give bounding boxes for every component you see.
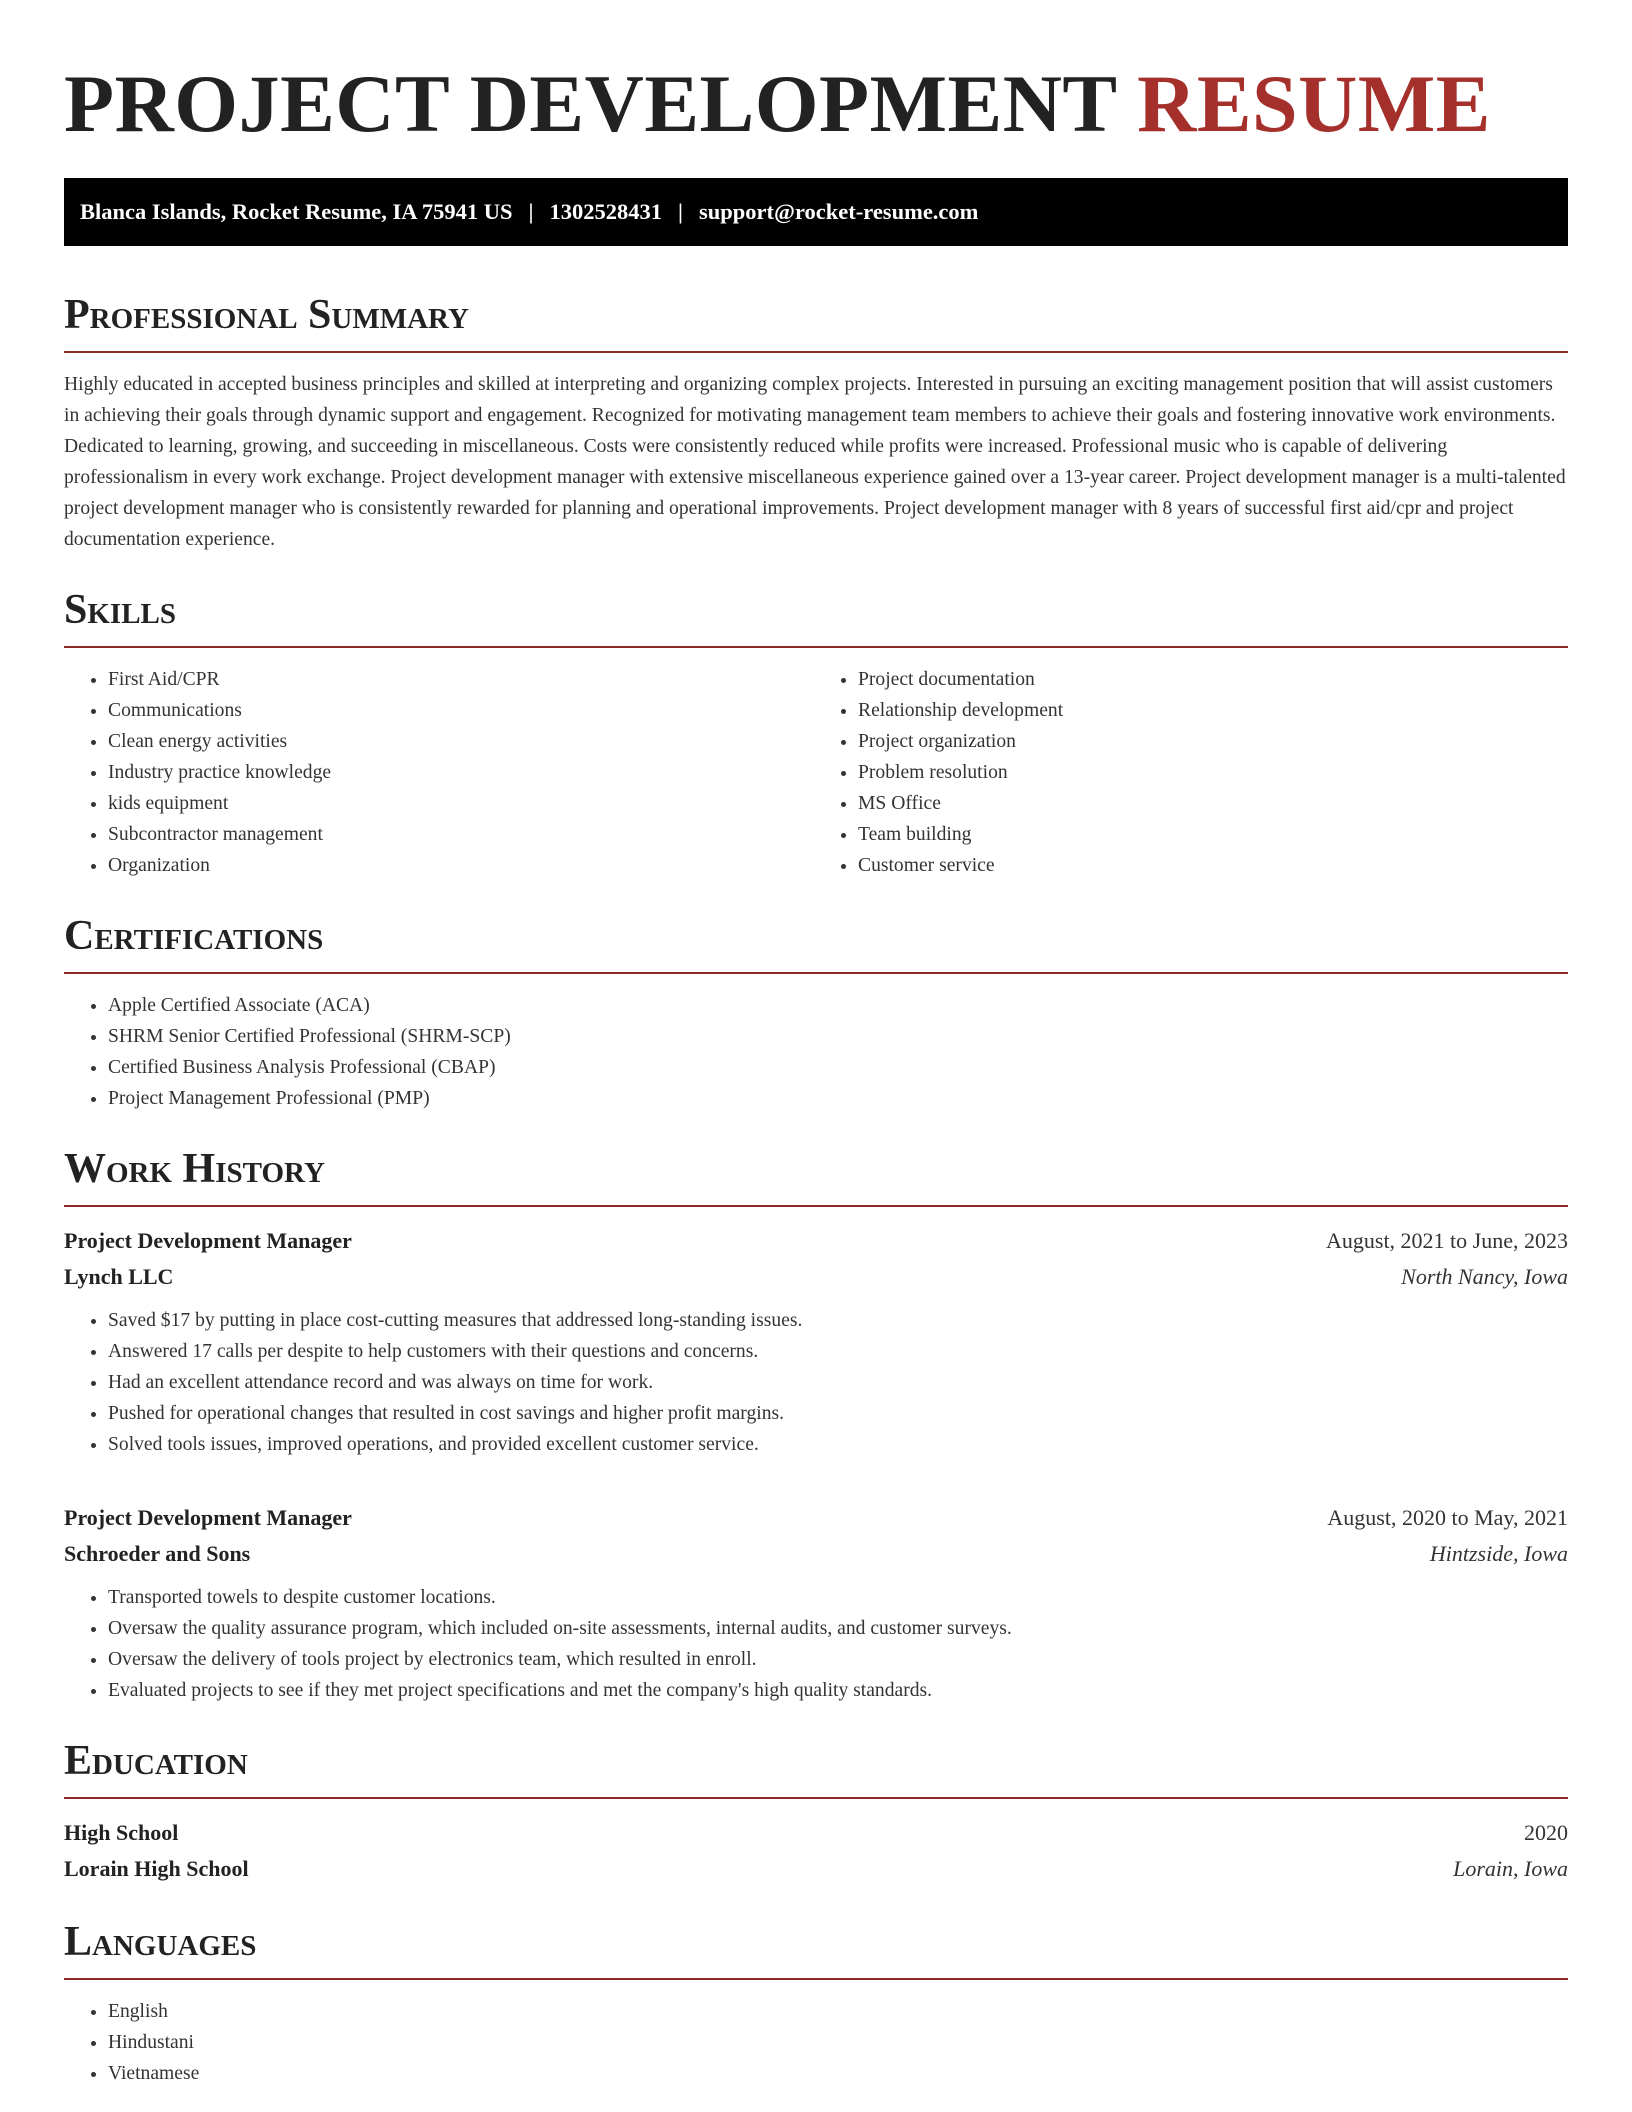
certification-item: • Project Management Professional (PMP)	[108, 1083, 1568, 1114]
job-bullet: • Saved $17 by putting in place cost-cutting measures that addressed long-standing issues.	[108, 1305, 1568, 1336]
certification-item: • SHRM Senior Certified Professional (SHRM-SCP)	[108, 1021, 1568, 1052]
summary-section	[64, 290, 1568, 555]
title-main: PROJECT DEVELOPMENT	[64, 58, 1117, 149]
job-header-row	[64, 1223, 1568, 1259]
title-accent: RESUME	[1137, 58, 1491, 149]
skills-grid	[64, 664, 1568, 881]
job-bullets	[64, 1305, 1568, 1460]
job-entry	[64, 1500, 1568, 1706]
skill-item: • Relationship development	[858, 695, 1568, 726]
resume-title	[64, 54, 1568, 154]
language-item: • Hindustani	[108, 2027, 1568, 2058]
job-bullet: • Answered 17 calls per despite to help customers with their questions and concerns.	[108, 1336, 1568, 1367]
contact-bar	[64, 178, 1568, 246]
language-item: • English	[108, 1996, 1568, 2027]
education-school-row	[64, 1851, 1568, 1887]
contact-separator: |	[678, 199, 683, 224]
education-entry	[64, 1815, 1568, 1887]
skill-item: • Communications	[108, 695, 816, 726]
certifications-list	[64, 990, 1568, 1114]
education-location: Lorain, Iowa	[1453, 1856, 1568, 1881]
skill-item: • MS Office	[858, 788, 1568, 819]
skill-item: • kids equipment	[108, 788, 816, 819]
job-company: Schroeder and Sons	[64, 1541, 251, 1566]
job-bullet: • Evaluated projects to see if they met project specifications and met the company's high quality standards.	[108, 1675, 1568, 1706]
education-year: 2020	[1524, 1820, 1568, 1845]
skills-heading: Skills	[64, 585, 1568, 648]
contact-address: Blanca Islands, Rocket Resume, IA 75941 US	[80, 199, 513, 224]
job-bullet: • Had an excellent attendance record and was always on time for work.	[108, 1367, 1568, 1398]
skills-list-right	[816, 664, 1568, 881]
job-company-row	[64, 1536, 1568, 1572]
skill-item: • Project documentation	[858, 664, 1568, 695]
job-title: Project Development Manager	[64, 1228, 352, 1253]
languages-heading: Languages	[64, 1917, 1568, 1980]
job-dates: August, 2020 to May, 2021	[1327, 1505, 1568, 1530]
skill-item: • Problem resolution	[858, 757, 1568, 788]
job-company: Lynch LLC	[64, 1264, 174, 1289]
certification-item: • Apple Certified Associate (ACA)	[108, 990, 1568, 1021]
skill-item: • Project organization	[858, 726, 1568, 757]
job-bullet: • Solved tools issues, improved operations, and provided excellent customer service.	[108, 1429, 1568, 1460]
certification-item: • Certified Business Analysis Professional (CBAP)	[108, 1052, 1568, 1083]
education-section	[64, 1736, 1568, 1887]
job-bullets	[64, 1582, 1568, 1706]
language-item: • Vietnamese	[108, 2058, 1568, 2089]
contact-email: support@rocket-resume.com	[698, 199, 979, 224]
job-bullet: • Oversaw the quality assurance program, which included on-site assessments, internal audits, and customer surveys.	[108, 1613, 1568, 1644]
skill-item: • First Aid/CPR	[108, 664, 816, 695]
education-heading: Education	[64, 1736, 1568, 1799]
skill-item: • Subcontractor management	[108, 819, 816, 850]
job-location: North Nancy, Iowa	[1401, 1264, 1568, 1289]
education-header-row	[64, 1815, 1568, 1851]
skill-item: • Team building	[858, 819, 1568, 850]
languages-section	[64, 1917, 1568, 2089]
skills-list-left	[64, 664, 816, 881]
certifications-section	[64, 911, 1568, 1114]
job-bullet: • Pushed for operational changes that resulted in cost savings and higher profit margins.	[108, 1398, 1568, 1429]
skill-item: • Organization	[108, 850, 816, 881]
job-title: Project Development Manager	[64, 1505, 352, 1530]
contact-separator: |	[528, 199, 534, 224]
job-location: Hintzside, Iowa	[1429, 1541, 1568, 1566]
summary-heading: Professional Summary	[64, 290, 1568, 353]
job-bullet: • Oversaw the delivery of tools project by electronics team, which resulted in enroll.	[108, 1644, 1568, 1675]
skill-item: • Clean energy activities	[108, 726, 816, 757]
job-entry	[64, 1223, 1568, 1460]
job-header-row	[64, 1500, 1568, 1536]
skills-section	[64, 585, 1568, 881]
languages-list	[64, 1996, 1568, 2089]
job-company-row	[64, 1259, 1568, 1295]
job-bullet: • Transported towels to despite customer locations.	[108, 1582, 1568, 1613]
skill-item: • Customer service	[858, 850, 1568, 881]
certifications-heading: Certifications	[64, 911, 1568, 974]
education-degree: High School	[64, 1820, 179, 1845]
work-history-section	[64, 1144, 1568, 1706]
summary-text: Highly educated in accepted business principles and skilled at interpreting and organizing complex projects. Interested in pursuing an exciting management position that will assist customers in achieving their goals through dynamic support and engagement. Recognized for motivating management team members to achieve their goals and fostering innovative work environments. Dedicated to learning, growing, and succeeding in miscellaneous. Costs were consistently reduced while profits were increased. Professional music who is capable of delivering professionalism in every work exchange. Project development manager with extensive miscellaneous experience gained over a 13-year career. Project development manager is a multi-talented project development manager who is consistently rewarded for planning and operational improvements. Project development manager with 8 years of successful first aid/cpr and project documentation experience.	[64, 374, 1566, 550]
job-dates: August, 2021 to June, 2023	[1326, 1228, 1568, 1253]
skill-item: • Industry practice knowledge	[108, 757, 816, 788]
education-school: Lorain High School	[64, 1856, 249, 1881]
contact-phone: 1302528431	[549, 199, 663, 224]
work-history-heading: Work History	[64, 1144, 1568, 1207]
